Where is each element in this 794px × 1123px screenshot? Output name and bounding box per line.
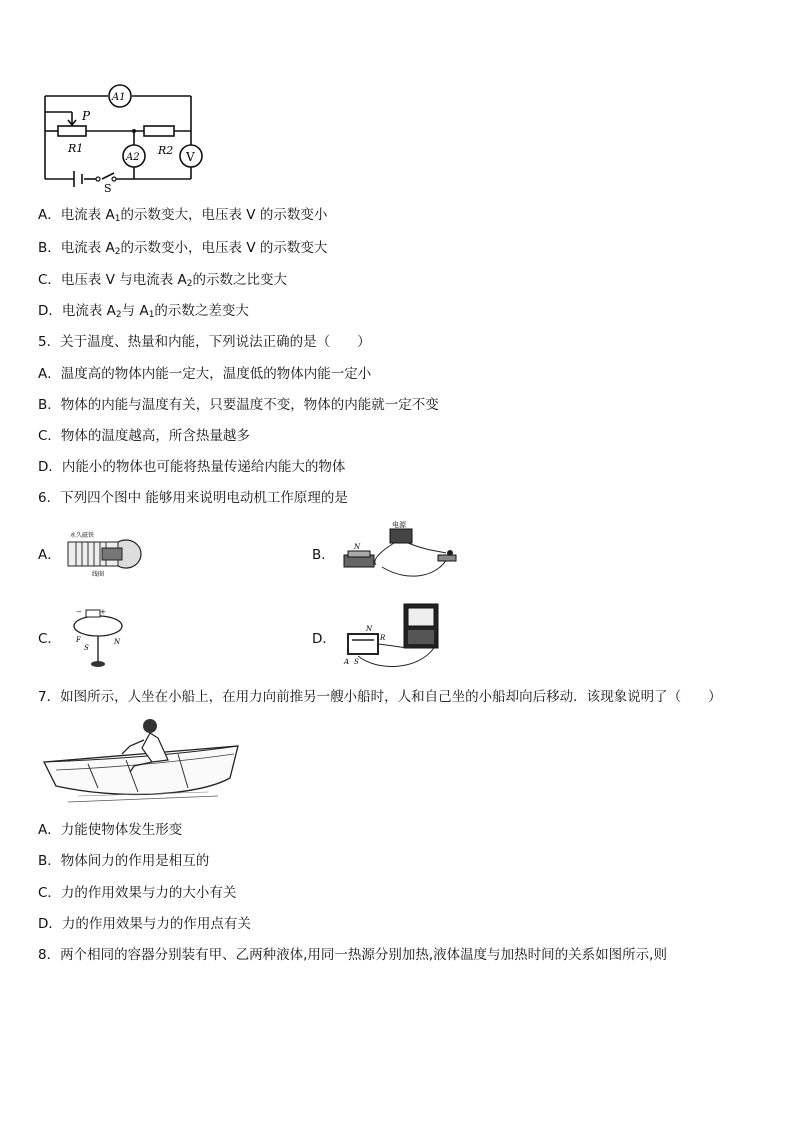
q7-option-b: B．物体间力的作用是相互的 — [38, 853, 210, 869]
q6-figure-a — [62, 528, 144, 580]
q6-figure-c — [62, 604, 132, 672]
q7-stem: 7．如图所示，人坐在小船上，在用力向前推另一艘小船时，人和自己坐的小船却向后移动．该现象说明了（ ） — [38, 689, 722, 705]
q6-label-b: B． — [312, 547, 335, 563]
svg-text:电源: 电源 — [392, 521, 406, 529]
svg-text:N: N — [114, 638, 121, 646]
label-p: P — [82, 109, 91, 123]
svg-text:S: S — [84, 644, 89, 652]
svg-text:A: A — [344, 658, 350, 666]
q8-stem: 8．两个相同的容器分别装有甲、乙两种液体,用同一热源分别加热,液体温度与加热时间的关系如图所示,则 — [38, 947, 667, 963]
svg-text:N: N — [354, 543, 361, 551]
q6-figure-d — [338, 600, 444, 672]
label-s: S — [104, 182, 112, 194]
q7-option-c: C．力的作用效果与力的大小有关 — [38, 885, 237, 901]
circuit-diagram — [38, 82, 213, 194]
q4-option-b: B．电流表 $A_2$的示数变小，电压表 V 的示数变大 — [38, 240, 328, 257]
q6-figure-b — [338, 521, 464, 581]
q5-option-b: B．物体的内能与温度有关，只要温度不变，物体的内能就一定不变 — [38, 397, 439, 413]
svg-text:S: S — [354, 658, 359, 666]
q6-stem: 6．下列四个图中 能够用来说明电动机工作原理的是 — [38, 490, 348, 506]
svg-text:R: R — [380, 634, 386, 642]
svg-text:−: − — [76, 608, 82, 616]
q6-label-c: C． — [38, 631, 61, 647]
q7-option-d: D．力的作用效果与力的作用点有关 — [38, 916, 251, 932]
q6-label-d: D． — [312, 631, 336, 647]
q4-option-d: D．电流表 $A_2$与 $A_1$的示数之差变大 — [38, 303, 249, 320]
label-v: V — [186, 150, 195, 164]
q5-option-d: D．内能小的物体也可能将热量传递给内能大的物体 — [38, 459, 346, 475]
q5-option-c: C．物体的温度越高，所含热量越多 — [38, 428, 250, 444]
q6-label-a: A． — [38, 547, 61, 563]
q4-option-c: C．电压表 V 与电流表 $A_2$的示数之比变大 — [38, 272, 288, 289]
svg-text:N: N — [366, 625, 373, 633]
q7-option-a: A．力能使物体发生形变 — [38, 822, 183, 838]
svg-text:+: + — [100, 608, 106, 616]
q5-stem: 5．关于温度、热量和内能，下列说法正确的是（ ） — [38, 334, 371, 350]
q4-option-a: A．电流表 $A_1$的示数变大，电压表 V 的示数变小 — [38, 207, 328, 224]
svg-text:F: F — [76, 636, 81, 644]
q7-boat-figure — [38, 716, 248, 806]
svg-text:永久磁铁: 永久磁铁 — [70, 532, 95, 539]
label-a1: A1 — [112, 92, 126, 103]
label-a2: A2 — [126, 152, 140, 163]
q5-option-a: A．温度高的物体内能一定大，温度低的物体内能一定小 — [38, 366, 372, 382]
label-r2: R2 — [158, 144, 174, 157]
label-r1: R1 — [68, 142, 84, 155]
svg-text:线圈: 线圈 — [92, 571, 105, 578]
